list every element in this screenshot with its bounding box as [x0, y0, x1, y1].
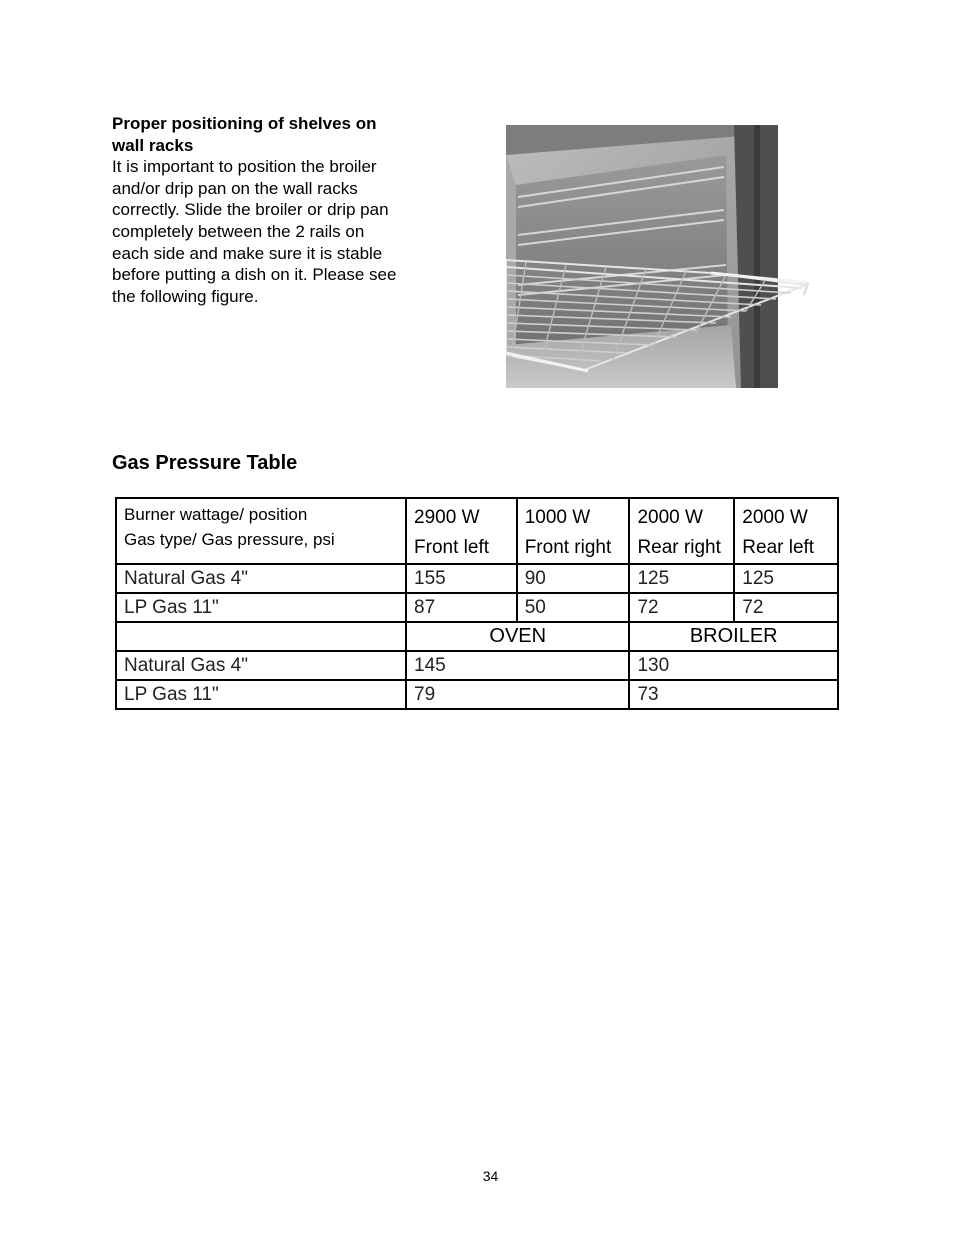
burner-position: Rear right: [637, 537, 721, 558]
gas-type-cell: Natural Gas 4": [116, 651, 406, 680]
intro-body-line: correctly. Slide the broiler or drip pan: [112, 200, 389, 220]
oven-pressure-cell: 145: [406, 651, 629, 680]
oven-pressure-cell: 79: [406, 680, 629, 709]
pressure-cell: 125: [629, 564, 734, 593]
intro-body-line: each side and make sure it is stable: [112, 243, 383, 263]
intro-body: [112, 156, 442, 307]
intro-body-line: completely between the 2 rails on: [112, 221, 365, 241]
burner-position: Rear left: [742, 537, 815, 558]
pressure-cell: 72: [734, 593, 838, 622]
pressure-cell: 87: [406, 593, 517, 622]
header-burner-cell: [517, 498, 630, 564]
oven-header-row: [116, 622, 838, 651]
intro-heading-line: wall racks: [112, 135, 194, 155]
gas-pressure-table: [115, 497, 839, 710]
pressure-cell: 155: [406, 564, 517, 593]
header-burner-cell: [406, 498, 517, 564]
gas-type-cell: Natural Gas 4": [116, 564, 406, 593]
header-burner-cell: [629, 498, 734, 564]
burner-wattage: 2000 W: [637, 507, 703, 528]
broiler-pressure-cell: 73: [629, 680, 838, 709]
burner-wattage: 2000 W: [742, 507, 808, 528]
header-burner-cell: [734, 498, 838, 564]
intro-body-line: It is important to position the broiler: [112, 157, 377, 177]
oven-rack-figure: [506, 125, 812, 388]
header-label-cell: [116, 498, 406, 564]
burner-wattage: 2900 W: [414, 507, 480, 528]
header-label-line: Gas type/ Gas pressure, psi: [124, 530, 335, 549]
broiler-header: BROILER: [629, 622, 838, 651]
pressure-cell: 72: [629, 593, 734, 622]
gas-type-cell: LP Gas 11": [116, 680, 406, 709]
oven-header: OVEN: [406, 622, 629, 651]
intro-body-line: the following figure.: [112, 286, 259, 306]
table-row: [116, 593, 838, 622]
intro-section: [112, 113, 442, 307]
gas-type-cell: LP Gas 11": [116, 593, 406, 622]
table-header-row: [116, 498, 838, 564]
burner-position: Front right: [524, 537, 612, 558]
section-title: Gas Pressure Table: [112, 452, 298, 474]
pressure-cell: 125: [734, 564, 838, 593]
burner-wattage: 1000 W: [524, 507, 591, 528]
intro-body-line: before putting a dish on it. Please see: [112, 265, 397, 285]
table-row: [116, 651, 838, 680]
pressure-cell: 90: [517, 564, 630, 593]
intro-body-line: and/or drip pan on the wall racks: [112, 178, 358, 198]
header-label-line: Burner wattage/ position: [124, 505, 308, 524]
empty-cell: [116, 622, 406, 651]
burner-position: Front left: [414, 537, 490, 558]
intro-heading-line: Proper positioning of shelves on: [112, 114, 377, 133]
table-row: [116, 564, 838, 593]
intro-heading: [112, 113, 442, 156]
table-row: [116, 680, 838, 709]
page-number: 34: [482, 1168, 499, 1184]
broiler-pressure-cell: 130: [629, 651, 838, 680]
pressure-cell: 50: [517, 593, 630, 622]
